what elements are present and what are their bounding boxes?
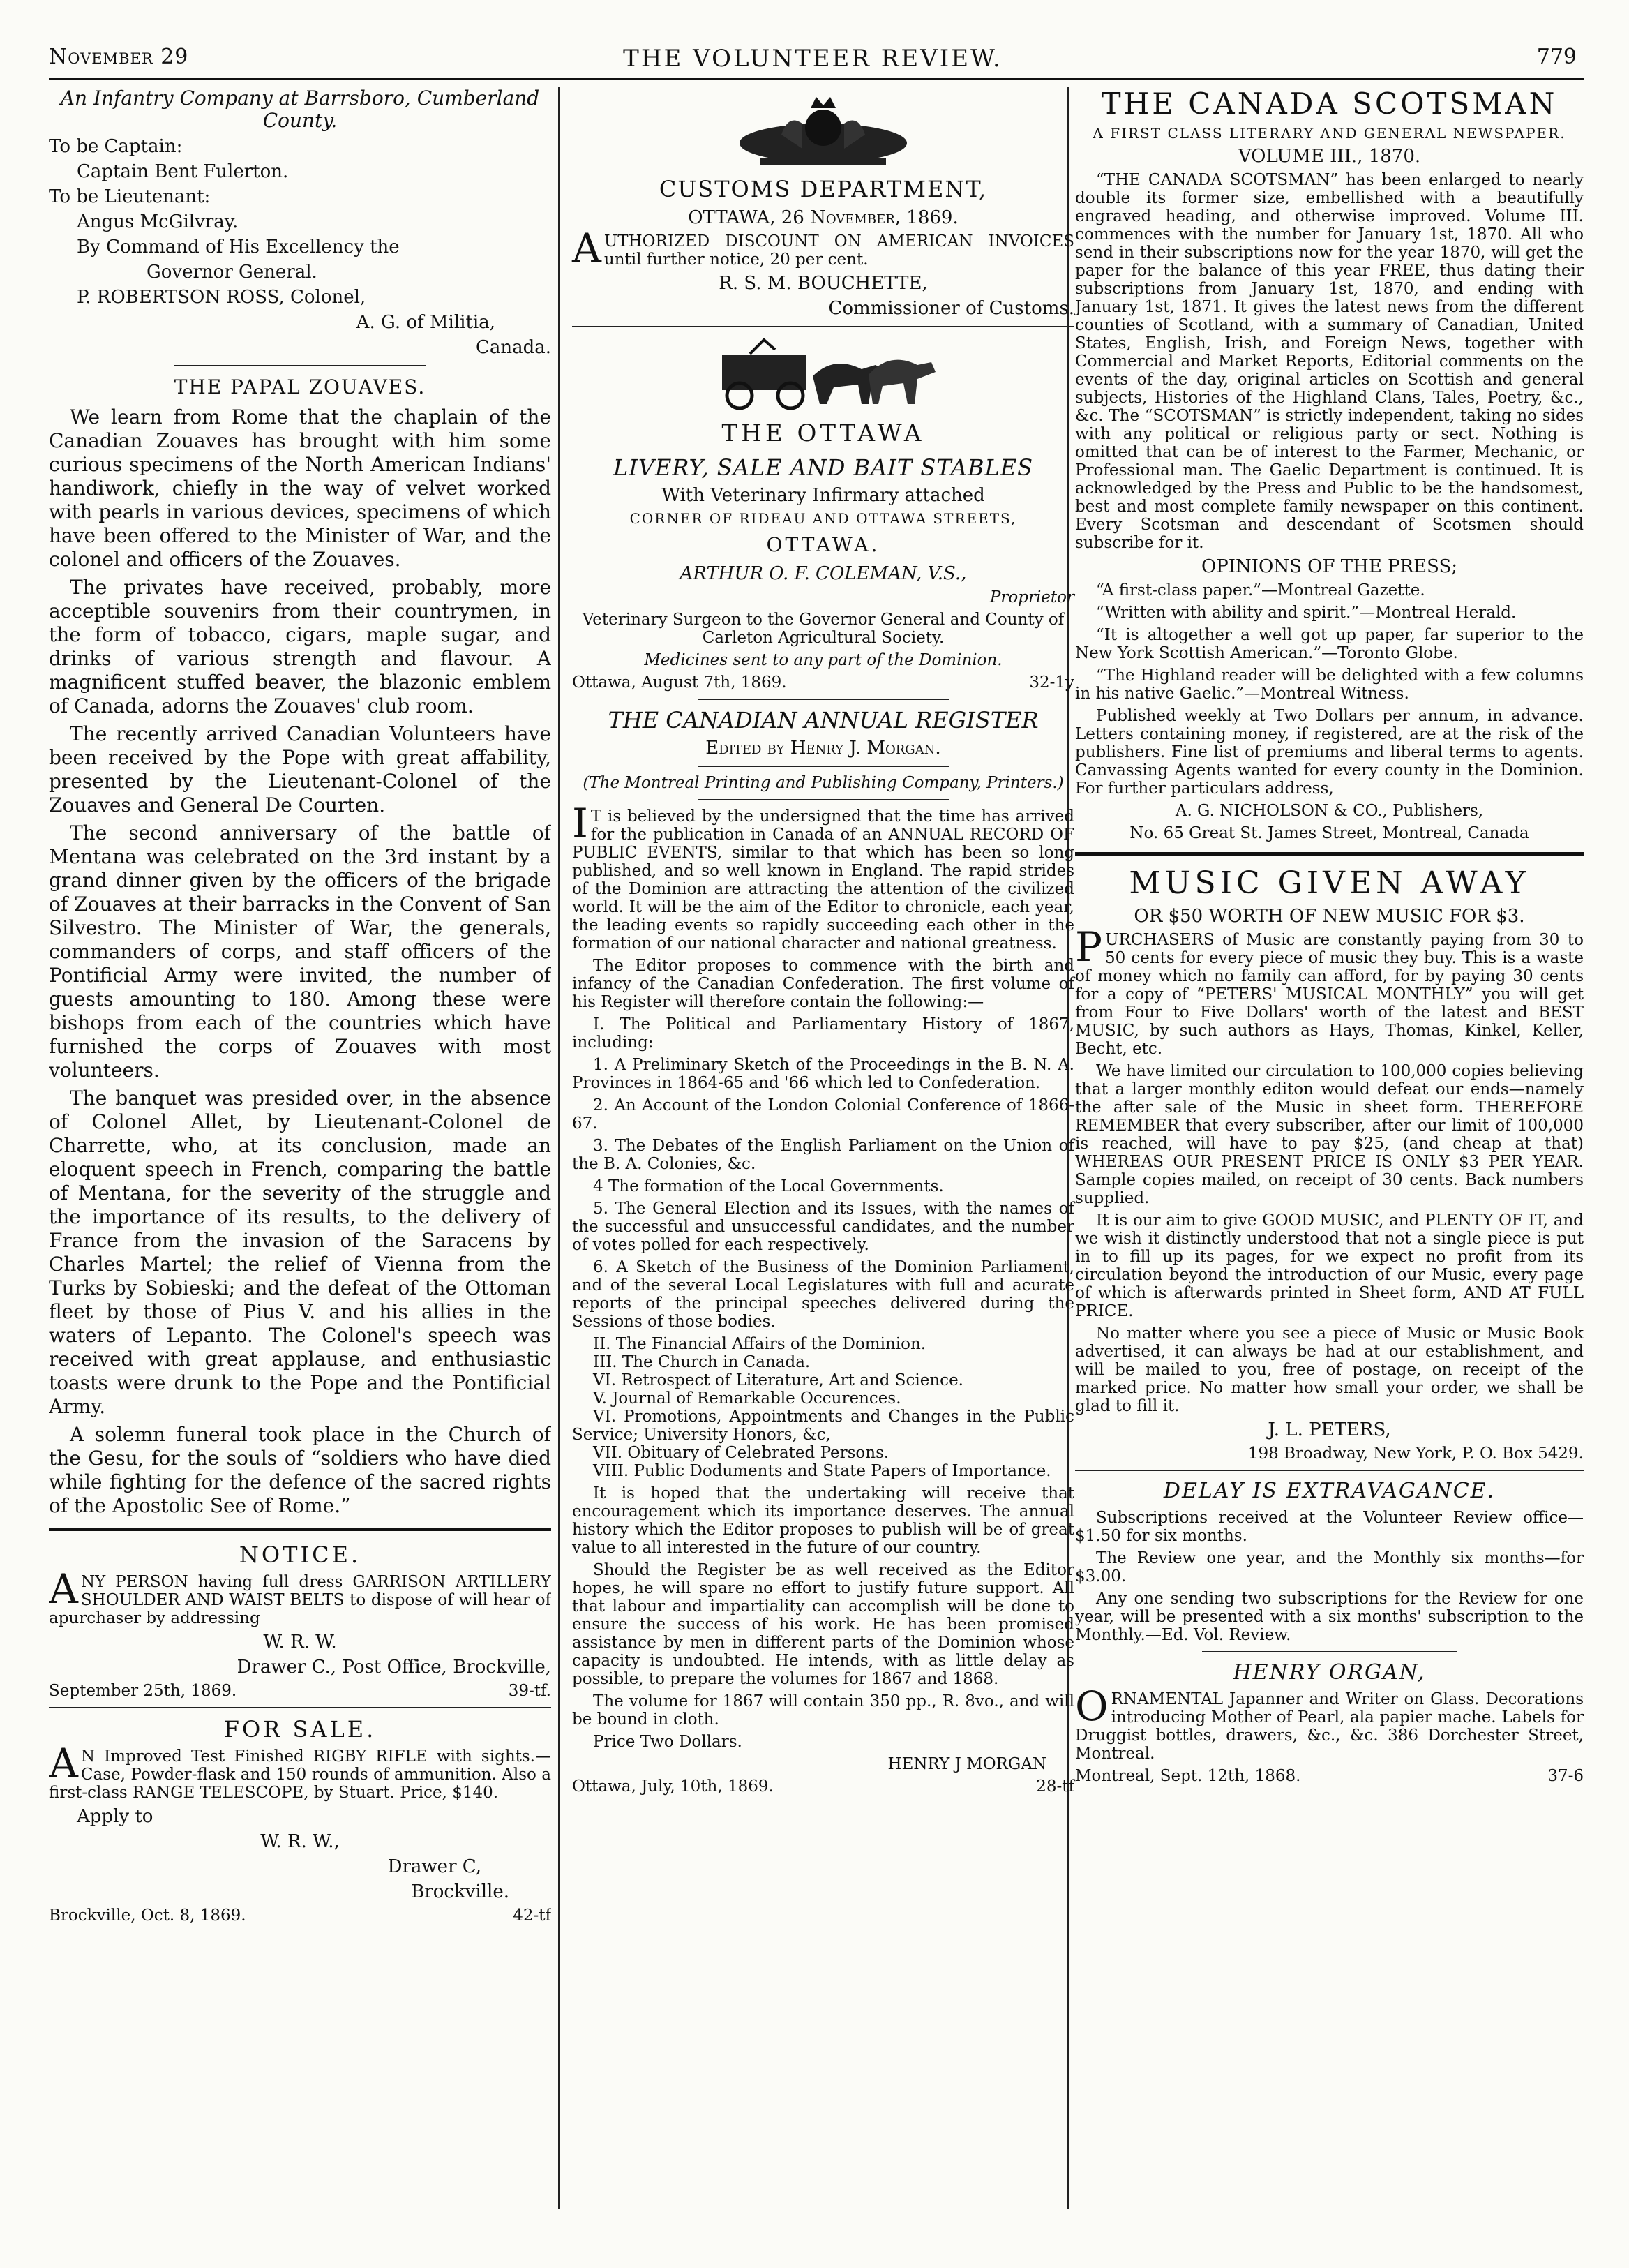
column-1 xyxy=(49,87,551,2223)
register-item: 4 The formation of the Local Governments. xyxy=(593,1177,944,1195)
notice-date: September 25th, 1869. xyxy=(49,1682,237,1700)
header-rule xyxy=(49,78,1584,80)
livery-name: ARTHUR O. F. COLEMAN, V.S., xyxy=(680,563,967,584)
register-item: VI. Retrospect of Literature, Art and Science. xyxy=(593,1371,963,1389)
zouaves-paragraph: The banquet was presided over, in the absence of Colonel Allet, by Lieutenant-Colonel de Charrette, who, at its conclusion, made an eloquent speech in French, comparing the battle of Mentana, for the severity of the struggle and the importance of its results, to the delivery of France from the invasion of the Saracens by Charles Martel; the relief of Vienna from the Turks by Sobieski; and the defeat of the Ottoman fleet by those of Pius V. and his allies in the waters of Lepanto. The Colonel's speech was received with great applause, and enthusiastic toasts were drunk to the Pope and the Pontificial Army. xyxy=(49,1087,551,1418)
column-3 xyxy=(1071,87,1584,2223)
column-rule-1 xyxy=(558,87,560,2209)
divider xyxy=(698,699,949,700)
music-address: 198 Broadway, New York, P. O. Box 5429. xyxy=(1247,1445,1584,1463)
running-head xyxy=(49,45,1577,78)
sale-apply: Apply to xyxy=(77,1806,153,1827)
command-line-2: Governor General. xyxy=(147,262,317,283)
scotsman-volume: VOLUME III., 1870. xyxy=(1238,146,1421,167)
register-should: Should the Register be as well received as the Editor hopes, he will spare no effort to justify future support. All that labour and impartiality can accomplish will be done to ensure the success of his work. He has been promised assistance by men in different parts of the Dominion whose capacity is undoubted. He intends, with as little delay as possible, to prepare the volumes for 1867 and 1868. xyxy=(572,1561,1074,1688)
sale-place: Brockville. xyxy=(411,1881,509,1902)
column-2 xyxy=(565,87,1081,2223)
opinion-quote: “A first-class paper.”—Montreal Gazette. xyxy=(1096,581,1425,599)
signed-place: Canada. xyxy=(475,337,551,358)
livery-city: OTTAWA. xyxy=(766,533,880,556)
section-rule xyxy=(1075,852,1584,856)
register-item: 6. A Sketch of the Business of the Dominion Parliament, and of the several Local Legislatures with full and acurate reports of the principal speeches delivered during the Sessions of those bodies. xyxy=(572,1258,1074,1331)
captain-label: To be Captain: xyxy=(49,136,183,157)
register-item: III. The Church in Canada. xyxy=(593,1353,811,1371)
music-sub: OR $50 WORTH OF NEW MUSIC FOR $3. xyxy=(1134,906,1525,927)
music-paragraph: PURCHASERS of Music are constantly paying from 30 to 50 cents for every piece of music they buy. This is a waste of money which no family can afford, for by paying 30 cents for a copy of “PETERS' MUSICAL MONTHLY” you will get from Four to Five Dollars' worth of the latest and BEST MUSIC, by such authors as Hays, Thomas, Kinkel, Keller, Becht, etc. xyxy=(1075,923,1584,1058)
register-article xyxy=(572,800,1074,1796)
notice-address: Drawer C., Post Office, Brockville, xyxy=(237,1657,551,1678)
scotsman-terms: Published weekly at Two Dollars per annum, in advance. Letters containing money, if registered, are at the risk of the publishers. Fine list of premiums and liberal terms to agents. Canvassing Agents wanted for every county in the Dominion. For further particulars address, xyxy=(1075,707,1584,798)
section-rule xyxy=(1075,1470,1584,1471)
music-heading: MUSIC GIVEN AWAY xyxy=(1129,865,1530,901)
sale-body: AN Improved Test Finished RIGBY RIFLE with sights.—Case, Powder-flask and 150 rounds of ammunition. Also a first-class RANGE TELESCOPE, by Stuart. Price, $140. xyxy=(49,1740,551,1802)
livery-date: Ottawa, August 7th, 1869. xyxy=(572,673,787,692)
livery-proprietor: Proprietor xyxy=(989,588,1074,606)
register-price: Price Two Dollars. xyxy=(593,1733,742,1751)
command-line-1: By Command of His Excellency the xyxy=(77,237,400,258)
scotsman-body: “THE CANADA SCOTSMAN” has been enlarged to nearly double its former size, embellished with a beautifully engraved heading, and otherwise improved. Volume III. commences with the number for January 1st, 1870. All who send in their subscriptions now for the year 1870, will get the paper for the balance of this year FREE, thus dating their subscriptions from January 1st, 1870, and ending with January 1st, 1871. It gives the latest news from the different counties of Scotland, with a summary of Canadian, United States, English, Irish, and Foreign News, together with Commercial and Market Reports, Editorial comments on the events of the day, original articles on Scottish and general subjects, Histories of the Highland Clans, Tales, Poetry, &c., &c. The “SCOTSMAN” is strictly independent, taking no sides with any political or religious party or sect. Nothing is omitted that can be of interest to the Farmer, Mechanic, or Professional man. The Gaelic Department is continued. It is acknowledged by the Press and Public to be the handsomest, best and most complete family newspaper on this continent. Every Scotsman and descendant of Scotsmen should subscribe for it. xyxy=(1075,171,1584,552)
divider xyxy=(698,766,949,767)
notice-footer xyxy=(49,1682,551,1700)
customs-body: AUTHORIZED DISCOUNT ON AMERICAN INVOICES until further notice, 20 per cent. xyxy=(572,225,1074,272)
register-item: VI. Promotions, Appointments and Changes in the Public Service; University Honors, &c, xyxy=(572,1408,1074,1444)
music-paragraph: We have limited our circulation to 100,000 copies believing that a larger monthly editon would defeat our ends—namely the after sale of the Music in sheet form. THEREFORE REMEMBER that every subscriber, after our limit of 100,000 is reached, will have to pay $25, (and cheap at that) WHEREAS OUR PRESENT PRICE IS ONLY $3 PER YEAR. Sample copies mailed, on receipt of 30 cents. Back numbers supplied. xyxy=(1075,1062,1584,1207)
register-editor: Edited by Henry J. Morgan. xyxy=(705,738,941,759)
register-item: VII. Obituary of Celebrated Persons. xyxy=(593,1444,889,1462)
register-signed: HENRY J MORGAN xyxy=(887,1755,1046,1773)
register-hope: It is hoped that the undertaking will receive that encouragement which its importance deserves. The annual history which the Editor proposes to publish will be of great value to all interested in the future of our country. xyxy=(572,1484,1074,1557)
register-item: 3. The Debates of the English Parliament on the Union of the B. A. Colonies, &c. xyxy=(572,1137,1074,1173)
sale-drawer: Drawer C, xyxy=(387,1856,481,1877)
organ-code: 37-6 xyxy=(1547,1767,1584,1785)
register-item: V. Journal of Remarkable Occurences. xyxy=(593,1389,901,1408)
register-intro: IT is believed by the undersigned that the time has arrived for the publication in Canada of an ANNUAL RECORD OF PUBLIC EVENTS, similar to that which has been so long published, and so well known in England. The rapid strides of the Dominion are attracting the attention of the civilized world. It will be the aim of the Editor to chronicle, each year, the leading events so rapidly succeeding each other in the formation of our national character and national greatness. xyxy=(572,800,1074,953)
delay-paragraph: Any one sending two subscriptions for the Review for one year, will be presented with a six months' subscription to the Monthly.—Ed. Vol. Review. xyxy=(1075,1590,1584,1644)
section-rule xyxy=(49,1528,551,1531)
register-plan: The Editor proposes to commence with the birth and infancy of the Canadian Confederation. The first volume of his Register will therefore contain the following:— xyxy=(572,957,1074,1011)
notice-signed: W. R. W. xyxy=(263,1632,337,1652)
delay-paragraph: Subscriptions received at the Volunteer Review office—$1.50 for six months. xyxy=(1075,1509,1584,1545)
scotsman-publisher: A. G. NICHOLSON & CO., Publishers, xyxy=(1175,802,1484,820)
signed-name: P. ROBERTSON ROSS, Colonel, xyxy=(77,287,366,308)
register-item: II. The Financial Affairs of the Dominion. xyxy=(593,1335,926,1353)
zouaves-paragraph: The second anniversary of the battle of Mentana was celebrated on the 3rd instant by a grand dinner given by the officers of the brigade of Zouaves at their barracks in the Convent of San Silvestro. The Minister of War, the generals, commanders of corps, and staff officers of the Pontificial Army were invited, the number of guests amounting to 180. Among these were bishops from each of the countries which have furnished the corps of Zouaves with most volunteers. xyxy=(49,821,551,1082)
scotsman-heading: THE CANADA SCOTSMAN xyxy=(1101,87,1558,121)
livery-medicines: Medicines sent to any part of the Dominion. xyxy=(644,651,1003,669)
livery-sub: With Veterinary Infirmary attached xyxy=(661,485,985,506)
customs-dateline: OTTAWA, 26 November, 1869. xyxy=(688,207,959,228)
organ-footer xyxy=(1075,1767,1584,1785)
scotsman-address: No. 65 Great St. James Street, Montreal, Canada xyxy=(1129,824,1529,842)
register-item: VIII. Public Doduments and State Papers of Importance. xyxy=(593,1462,1051,1480)
music-article xyxy=(1075,923,1584,1415)
zouaves-paragraph: The privates have received, probably, more acceptible souvenirs from their countrymen, in the form of tobacco, cigars, maple sugar, and drinks of various strength and flavour. A magnificent stuffed beaver, the blazonic emblem of Canada, adorns the Zouaves' club room. xyxy=(49,576,551,717)
customs-title: Commissioner of Customs. xyxy=(828,298,1074,319)
customs-signed: R. S. M. BOUCHETTE, xyxy=(719,273,928,294)
music-paragraph: It is our aim to give GOOD MUSIC, and PLENTY OF IT, and we wish it distinctly understood that not a single piece is put in to fill up its pages, for we expect no profit from its circulation beyond the introduction of our Music, every page of which is afterwards printed in Sheet form, AND AT FULL PRICE. xyxy=(1075,1211,1584,1320)
zouaves-heading: THE PAPAL ZOUAVES. xyxy=(174,375,426,398)
zouaves-paragraph: We learn from Rome that the chaplain of the Canadian Zouaves has brought with him some curious specimens of the North American Indians' handiwork, chiefly in the way of velvet worked with pearls in various devices, specimens of which have been offered to the Minister of War, and the colonel and officers of the Zouaves. xyxy=(49,405,551,571)
scotsman-sub: A FIRST CLASS LITERARY AND GENERAL NEWSPAPER. xyxy=(1093,125,1566,142)
sale-signed: W. R. W., xyxy=(260,1831,340,1852)
notice-code: 39-tf. xyxy=(508,1682,551,1700)
divider xyxy=(174,365,426,366)
zouaves-article xyxy=(49,405,551,1518)
livery-vet: Veterinary Surgeon to the Governor General and County of Carleton Agricultural Society. xyxy=(582,611,1065,647)
register-date: Ottawa, July, 10th, 1869. xyxy=(572,1777,774,1796)
captain-name: Captain Bent Fulerton. xyxy=(77,161,289,182)
delay-heading: DELAY IS EXTRAVAGANCE. xyxy=(1163,1479,1496,1503)
register-item: 1. A Preliminary Sketch of the Proceedings in the B. N. A. Provinces in 1864-65 and '66 which led to Confederation. xyxy=(572,1056,1074,1092)
newspaper-title: THE VOLUNTEER REVIEW. xyxy=(623,45,1003,73)
page-number: 779 xyxy=(1536,45,1577,69)
zouaves-paragraph: The recently arrived Canadian Volunteers have been received by the Pope with great affability, presented by the Lieutenant-Colonel of the Zouaves and General De Courten. xyxy=(49,722,551,816)
livery-code: 32-1y xyxy=(1029,673,1074,692)
register-item: I. The Political and Parliamentary History of 1867, including: xyxy=(572,1015,1074,1052)
register-heading: THE CANADIAN ANNUAL REGISTER xyxy=(608,707,1039,733)
livery-corner: CORNER OF RIDEAU AND OTTAWA STREETS, xyxy=(629,510,1017,527)
register-code: 28-tf xyxy=(1036,1777,1074,1796)
zouaves-paragraph: A solemn funeral took place in the Church of the Gesu, for the souls of “soldiers who have died while fighting for the defence of the sacred rights of the Apostolic See of Rome.” xyxy=(49,1423,551,1517)
livery-the: THE OTTAWA xyxy=(721,419,925,447)
delay-paragraph: The Review one year, and the Monthly six months—for $3.00. xyxy=(1075,1549,1584,1586)
opinions-heading: OPINIONS OF THE PRESS; xyxy=(1201,556,1458,577)
opinion-quote: “The Highland reader will be delighted with a few columns in his native Gaelic.”—Montreal Witness. xyxy=(1075,666,1584,703)
divider xyxy=(698,799,949,800)
organ-body: ORNAMENTAL Japanner and Writer on Glass. Decorations introducing Mother of Pearl, ala papier mache. Labels for Druggist bottles, drawers, &c., &c. 386 Dorchester Street, Montreal. xyxy=(1075,1683,1584,1763)
company-heading: An Infantry Company at Barrsboro, Cumberland County. xyxy=(60,87,540,132)
issue-date: November 29 xyxy=(49,45,189,69)
livery-heading: LIVERY, SALE AND BAIT STABLES xyxy=(613,454,1033,481)
divider xyxy=(1202,1651,1457,1652)
signed-title: A. G. of Militia, xyxy=(356,312,495,333)
notice-heading: NOTICE. xyxy=(239,1542,361,1568)
customs-heading: CUSTOMS DEPARTMENT, xyxy=(659,176,988,202)
stagecoach-icon xyxy=(708,334,938,411)
organ-heading: HENRY ORGAN, xyxy=(1233,1660,1426,1685)
register-item: 2. An Account of the London Colonial Conference of 1866-67. xyxy=(572,1096,1074,1133)
section-rule xyxy=(572,326,1074,327)
sale-code: 42-tf xyxy=(513,1907,551,1925)
royal-arms-icon xyxy=(733,93,914,170)
organ-date: Montreal, Sept. 12th, 1868. xyxy=(1075,1767,1301,1785)
music-signed: J. L. PETERS, xyxy=(1268,1419,1391,1440)
section-rule xyxy=(49,1707,551,1708)
lieutenant-name: Angus McGilvray. xyxy=(77,211,239,232)
register-footer xyxy=(572,1777,1074,1796)
sale-heading: FOR SALE. xyxy=(223,1716,377,1743)
register-volume: The volume for 1867 will contain 350 pp., R. 8vo., and will be bound in cloth. xyxy=(572,1692,1074,1729)
opinion-quote: “It is altogether a well got up paper, far superior to the New York Scottish American.”—Toronto Globe. xyxy=(1075,626,1584,662)
sale-date: Brockville, Oct. 8, 1869. xyxy=(49,1907,246,1925)
register-item: 5. The General Election and its Issues, with the names of the successful and unsuccessful candidates, and the number of votes polled for each respectively. xyxy=(572,1200,1074,1254)
notice-body: ANY PERSON having full dress GARRISON ARTILLERY SHOULDER AND WAIST BELTS to dispose of will hear of apurchaser by addressing xyxy=(49,1565,551,1627)
register-publisher: (The Montreal Printing and Publishing Company, Printers.) xyxy=(583,774,1064,792)
lieutenant-label: To be Lieutenant: xyxy=(49,186,211,207)
opinion-quote: “Written with ability and spirit.”—Montreal Herald. xyxy=(1096,604,1517,622)
music-paragraph: No matter where you see a piece of Music or Music Book advertised, it can always be had at our establishment, and will be mailed to you, free of postage, on receipt of the marked price. No matter how small your order, we shall be glad to fill it. xyxy=(1075,1325,1584,1415)
sale-footer xyxy=(49,1907,551,1925)
livery-footer xyxy=(572,673,1074,692)
